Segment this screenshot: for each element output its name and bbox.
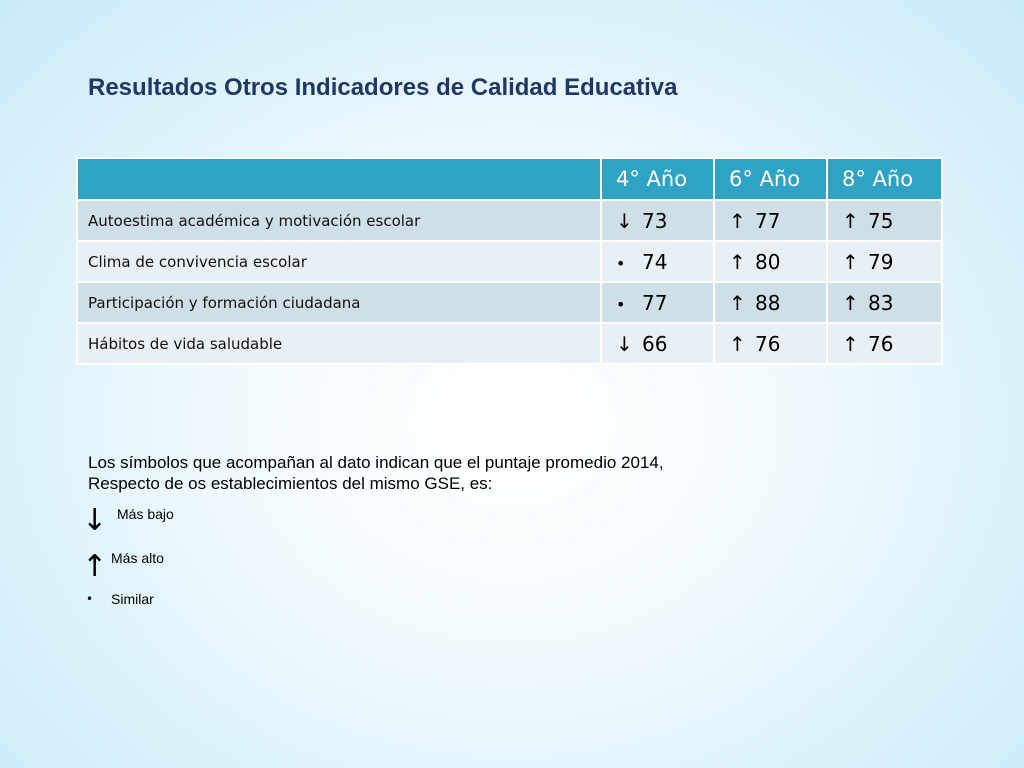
up-arrow-icon: ↑ <box>729 331 746 356</box>
down-arrow-icon: ↓ <box>616 208 633 233</box>
score-value: 79 <box>868 249 894 274</box>
header-6-ano: 6° Año <box>714 158 827 200</box>
up-arrow-icon: ↑ <box>729 249 746 274</box>
score-value: 77 <box>755 208 781 233</box>
up-arrow-icon: ↑ <box>842 331 859 356</box>
score-value: 80 <box>755 249 781 274</box>
score-value: 83 <box>868 290 894 315</box>
header-empty <box>77 158 601 200</box>
legend-explanation <box>88 452 664 494</box>
score-value: 77 <box>642 290 668 315</box>
table-row <box>77 323 942 364</box>
bullet-icon: • <box>616 294 626 314</box>
value-cell <box>601 323 714 364</box>
score-value: 66 <box>642 331 668 356</box>
table-row <box>77 200 942 241</box>
up-arrow-icon: ↑ <box>729 208 746 233</box>
up-arrow-icon: ↑ <box>842 249 859 274</box>
note-line-1: Los símbolos que acompañan al dato indican que el puntaje promedio 2014, <box>88 453 664 472</box>
value-cell <box>827 323 942 364</box>
value-cell <box>827 200 942 241</box>
value-cell <box>714 282 827 323</box>
score-value: 73 <box>642 208 668 233</box>
legend-similar-label: Similar <box>111 591 154 607</box>
row-label: Participación y formación ciudadana <box>77 282 601 323</box>
value-cell <box>601 241 714 282</box>
value-cell <box>714 323 827 364</box>
score-value: 76 <box>868 331 894 356</box>
up-arrow-icon: ↑ <box>842 208 859 233</box>
value-cell <box>601 282 714 323</box>
row-label: Clima de convivencia escolar <box>77 241 601 282</box>
down-arrow-icon: ↓ <box>616 331 633 356</box>
legend-higher-label: Más alto <box>111 550 164 566</box>
table-header-row <box>77 158 942 200</box>
score-value: 88 <box>755 290 781 315</box>
slide-title: Resultados Otros Indicadores de Calidad Educativa <box>88 74 678 101</box>
score-value: 75 <box>868 208 894 233</box>
table-row <box>77 282 942 323</box>
bullet-icon: • <box>616 253 626 273</box>
value-cell <box>601 200 714 241</box>
legend-up-arrow-icon: ↑ <box>82 549 108 584</box>
score-value: 74 <box>642 249 668 274</box>
score-value: 76 <box>755 331 781 356</box>
note-line-2: Respecto de os establecimientos del mismo GSE, es: <box>88 474 493 493</box>
value-cell <box>714 200 827 241</box>
table-row <box>77 241 942 282</box>
up-arrow-icon: ↑ <box>842 290 859 315</box>
row-label: Hábitos de vida saludable <box>77 323 601 364</box>
value-cell <box>827 241 942 282</box>
header-4-ano: 4° Año <box>601 158 714 200</box>
results-table <box>76 157 943 365</box>
row-label: Autoestima académica y motivación escolar <box>77 200 601 241</box>
legend-down-arrow-icon: ↓ <box>82 503 108 538</box>
value-cell <box>827 282 942 323</box>
legend-lower-label: Más bajo <box>117 506 174 522</box>
up-arrow-icon: ↑ <box>729 290 746 315</box>
header-8-ano: 8° Año <box>827 158 942 200</box>
legend-bullet-icon: • <box>86 592 94 606</box>
value-cell <box>714 241 827 282</box>
